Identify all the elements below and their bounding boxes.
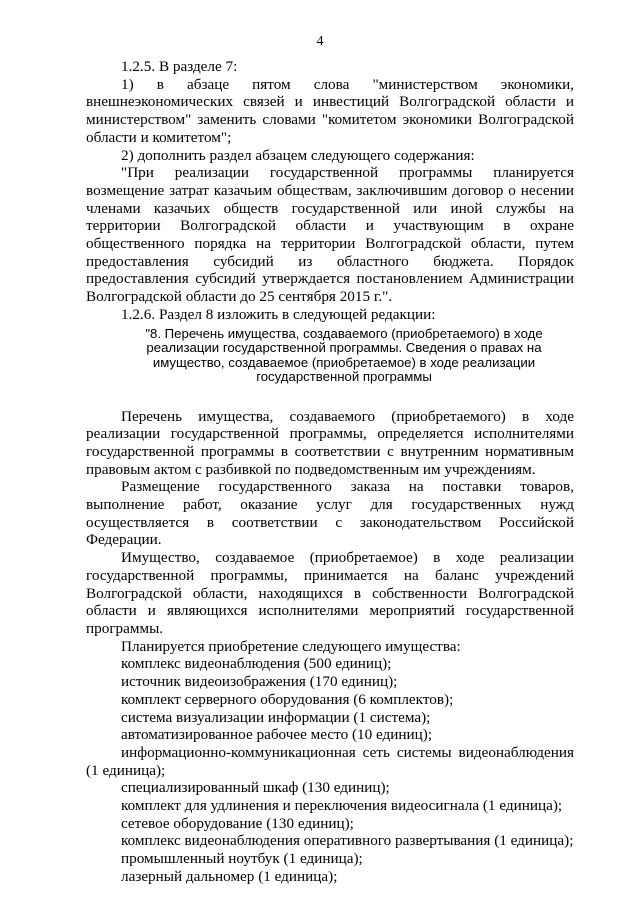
property-list-item: система визуализации информации (1 система); — [121, 708, 431, 726]
property-list-item: комплект для удлинения и переключения видеосигнала (1 единица); — [121, 797, 563, 815]
document-body — [86, 58, 574, 886]
property-list-item: лазерный дальномер (1 единица); — [121, 867, 338, 885]
property-list-item: комплекс видеонаблюдения оперативного развертывания (1 единица); — [121, 832, 574, 850]
section-8-heading: "8. Перечень имущества, создаваемого (приобретаемого) в ходе реализации государственной программы. Сведения о правах на имущество, создаваемое (приобретаемое) в ходе реализации государственной программы — [145, 325, 543, 385]
section-8-paragraph: Имущество, создаваемое (приобретаемое) в ходе реализации государственной программы, принимается на баланс учреждений Волгоградской области, находящихся в собственности Волгоградской области и являющихся исполнителями мероприятий государственной программы. — [86, 549, 574, 637]
property-list-item: автоматизированное рабочее место (10 единиц); — [121, 726, 433, 744]
section-8-paragraph: Перечень имущества, создаваемого (приобретаемого) в ходе реализации государственной программы, определяется исполнителями государственной программы в соответствии с внутренним нормативным правовым актом с разбивкой по подведомственным им учреждениям. — [86, 407, 574, 478]
section-1-2-5-item-1: 1) в абзаце пятом слова "министерством экономики, внешнеэкономических связей и инвестиций Волгоградской области и министерством" заменить словами "комитетом экономики Волгоградской области и комитетом"; — [86, 75, 574, 146]
property-list-item: информационно-коммуникационная сеть системы видеонаблюдения (1 единица); — [86, 743, 574, 779]
section-1-2-5-title: 1.2.5. В разделе 7: — [121, 58, 238, 75]
section-8-paragraph: Размещение государственного заказа на поставки товаров, выполнение работ, оказание услуг для государственных нужд осуществляется в соответствии с законодательством Российской Федерации. — [86, 478, 574, 549]
property-list-intro: Планируется приобретение следующего имущества: — [121, 637, 461, 655]
property-list-item: комплекс видеонаблюдения (500 единиц); — [121, 655, 392, 673]
section-1-2-5-item-2-quote: "При реализации государственной программы планируется возмещение затрат казачьим обществам, заключившим договор о несении членами казачьих обществ государственной или иной службы на территории Волгоградской области и участвующим в охране общественного порядка на территории Волгоградской области, путем предоставления субсидий из областного бюджета. Порядок предоставления субсидий утверждается постановлением Администрации Волгоградской области до 25 сентября 2015 г.". — [86, 164, 574, 306]
section-1-2-6-title: 1.2.6. Раздел 8 изложить в следующей редакции: — [121, 305, 436, 323]
property-list-item: сетевое оборудование (130 единиц); — [121, 814, 354, 832]
property-list-item: промышленный ноутбук (1 единица); — [121, 850, 363, 868]
property-list-item: специализированный шкаф (130 единиц); — [121, 779, 390, 797]
section-1-2-5-item-2-intro: 2) дополнить раздел абзацем следующего содержания: — [121, 146, 475, 164]
property-list-item: источник видеоизображения (170 единиц); — [121, 673, 398, 691]
property-list-item: комплект серверного оборудования (6 комплектов); — [121, 690, 454, 708]
page-number: 4 — [316, 34, 324, 49]
